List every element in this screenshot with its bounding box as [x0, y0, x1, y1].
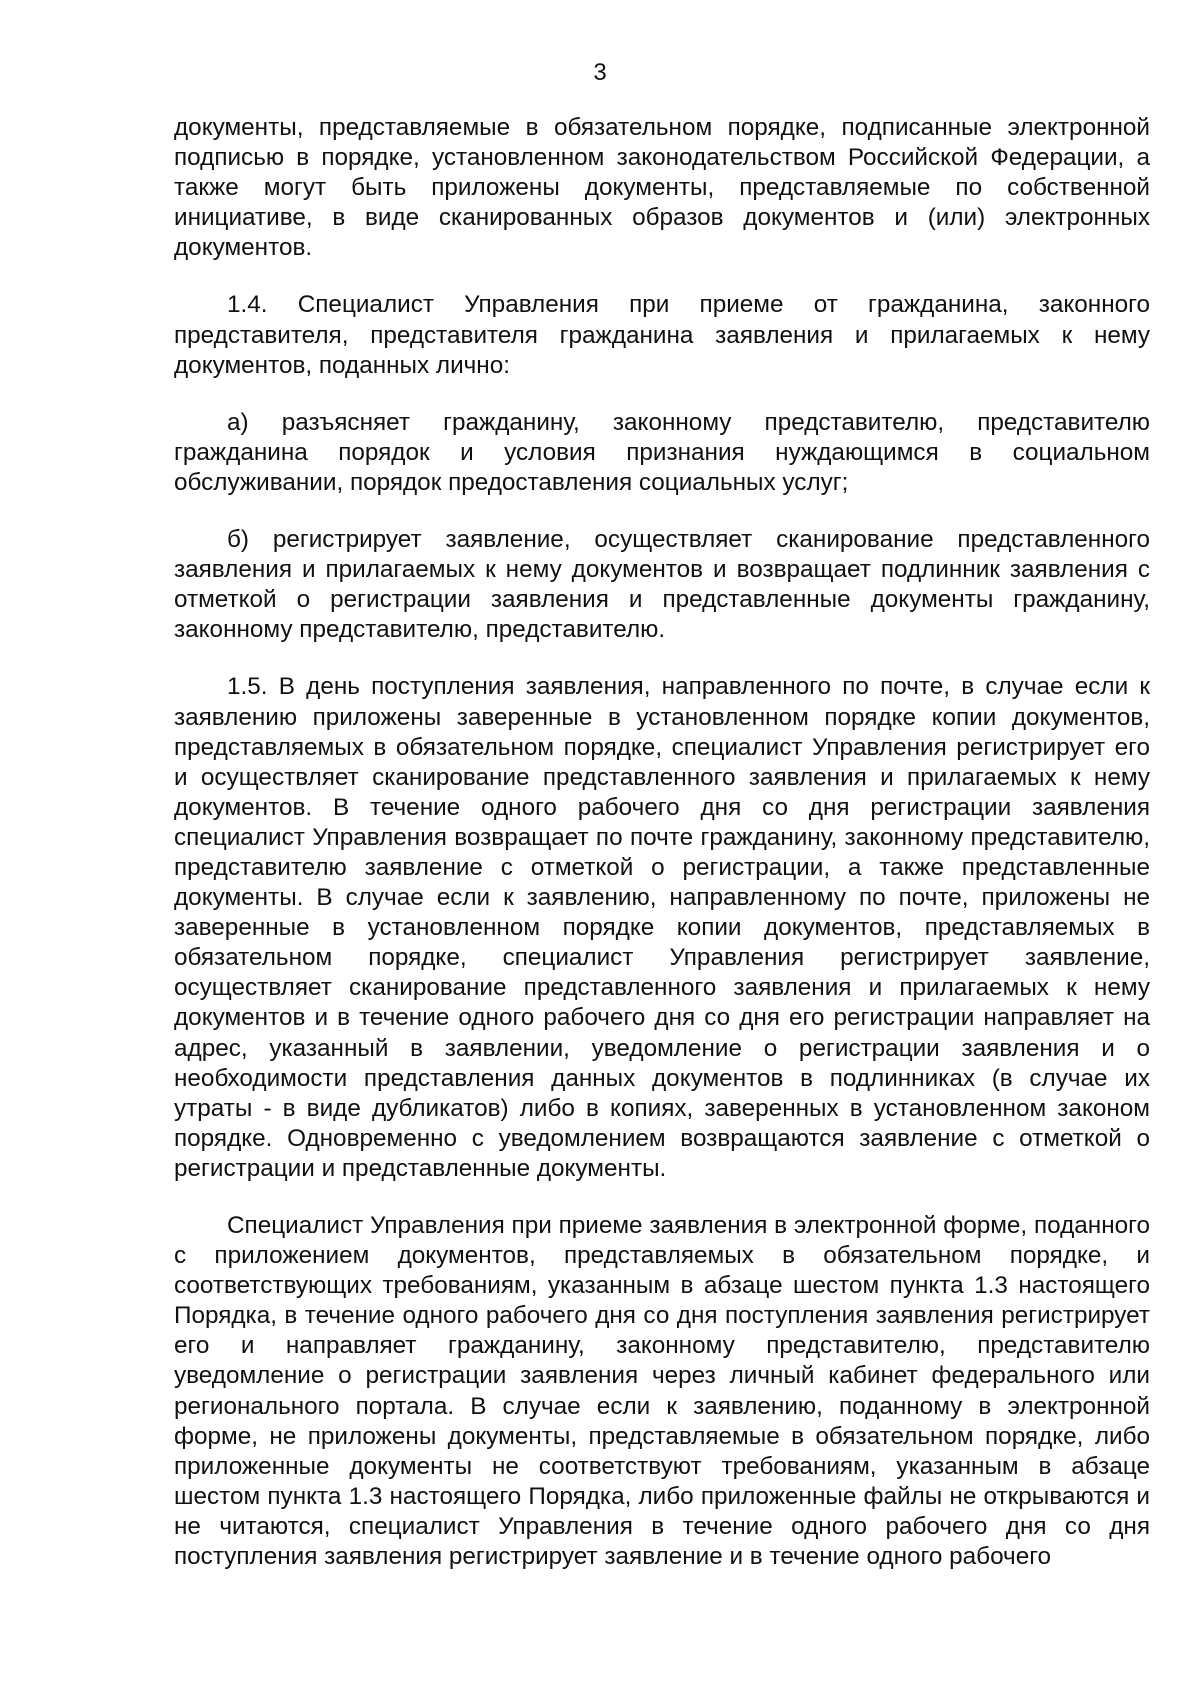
paragraph-1-4: 1.4. Специалист Управления при приеме от гражданина, законного представителя, представителя гражданина заявления и прилагаемых к нему документов, поданных лично: [174, 291, 1150, 379]
page-number: 3 [593, 59, 607, 86]
paragraph-item-b: б) регистрирует заявление, осуществляет сканирование представленного заявления и прилагаемых к нему документов и возвращает подлинник заявления с отметкой о регистрации заявления и представленные документы гражданину, законному представителю, представителю. [174, 526, 1150, 644]
paragraph-continuation: документы, представляемые в обязательном порядке, подписанные электронной подписью в порядке, установленном законодательством Российской Федерации, а также могут быть приложены документы, представляемые по собственной инициативе, в виде сканированных образов документов и (или) электронных документов. [174, 114, 1150, 262]
paragraph-1-5: 1.5. В день поступления заявления, направленного по почте, в случае если к заявлению приложены заверенные в установленном порядке копии документов, представляемых в обязательном порядке, специалист Управления регистрирует его и осуществляет сканирование представленного заявления и прилагаемых к нему документов. В течение одного рабочего дня со дня регистрации заявления специалист Управления возвращает по почте гражданину, законному представителю, представителю заявление с отметкой о регистрации, а также представленные документы. В случае если к заявлению, направленному по почте, приложены не заверенные в установленном порядке копии документов, представляемых в обязательном порядке, специалист Управления регистрирует заявление, осуществляет сканирование представленного заявления и прилагаемых к нему документов и в течение одного рабочего дня со дня его регистрации направляет на адрес, указанный в заявлении, уведомление о регистрации заявления и о необходимости представления данных документов в подлинниках (в случае их утраты - в виде дубликатов) либо в копиях, заверенных в установленном законом порядке. Одновременно с уведомлением возвращаются заявление с отметкой о регистрации и представленные документы. [174, 673, 1150, 1182]
document-body [174, 113, 1150, 1572]
paragraph-electronic-form: Специалист Управления при приеме заявления в электронной форме, поданного с приложением документов, представляемых в обязательном порядке, и соответствующих требованиям, указанным в абзаце шестом пункта 1.3 настоящего Порядка, в течение одного рабочего дня со дня поступления заявления регистрирует его и направляет гражданину, законному представителю, представителю уведомление о регистрации заявления через личный кабинет федерального или регионального портала. В случае если к заявлению, поданному в электронной форме, не приложены документы, представляемые в обязательном порядке, либо приложенные документы не соответствуют требованиям, указанным в абзаце шестом пункта 1.3 настоящего Порядка, либо приложенные файлы не открываются и не читаются, специалист Управления в течение одного рабочего дня со дня поступления заявления регистрирует заявление и в течение одного рабочего [174, 1212, 1150, 1571]
paragraph-item-a: а) разъясняет гражданину, законному представителю, представителю гражданина порядок и условия признания нуждающимся в социальном обслуживании, порядок предоставления социальных услуг; [174, 408, 1150, 496]
